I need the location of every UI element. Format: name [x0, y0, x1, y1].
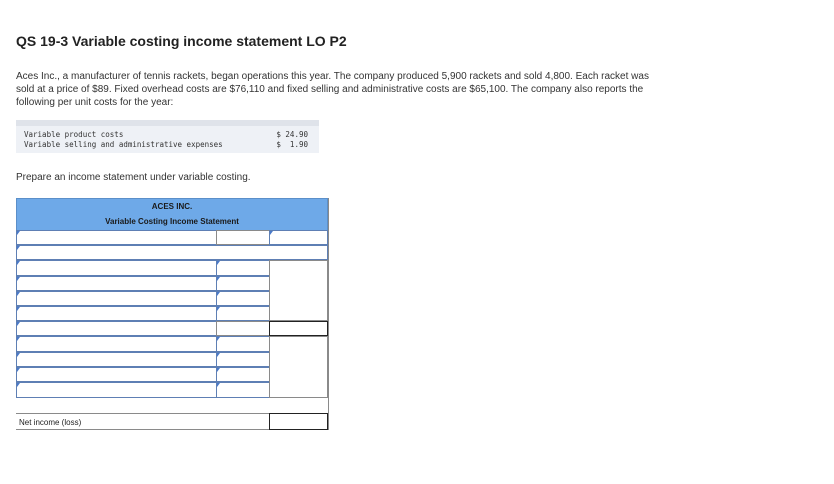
amount-input[interactable] [216, 336, 270, 352]
company-name: ACES INC. [151, 202, 193, 211]
total-column-cell [269, 260, 328, 321]
amount-input[interactable] [216, 276, 270, 291]
amount-input[interactable] [216, 382, 270, 398]
line-item-label-input[interactable] [16, 321, 217, 336]
line-item-label-input[interactable] [16, 276, 217, 291]
question-title: QS 19-3 Variable costing income statement LO P2 [16, 33, 347, 49]
unit-costs-table [16, 120, 319, 153]
net-income-input[interactable] [269, 413, 328, 430]
amount-input[interactable] [216, 367, 270, 382]
statement-heading: Variable Costing Income Statement [105, 217, 239, 226]
statement-header [16, 198, 328, 231]
amount-cell [216, 230, 270, 245]
unit-cost-label: Variable product costs [24, 130, 124, 139]
amount-cell [216, 321, 270, 336]
instruction-text: Prepare an income statement under variable costing. [16, 172, 251, 183]
total-amount-input[interactable] [269, 230, 328, 245]
line-item-label-input[interactable] [16, 336, 217, 352]
line-item-label-input[interactable] [16, 245, 328, 260]
unit-cost-row-product [24, 130, 314, 140]
amount-input[interactable] [216, 352, 270, 367]
unit-cost-label: Variable selling and administrative expenses [24, 140, 223, 149]
income-statement-table [16, 198, 329, 430]
line-item-label-input[interactable] [16, 230, 217, 245]
unit-cost-row-selling [24, 140, 314, 150]
amount-input[interactable] [216, 291, 270, 306]
unit-cost-value: $ 24.90 [276, 130, 308, 139]
line-item-label-input[interactable] [16, 367, 217, 382]
line-item-label-input[interactable] [16, 382, 217, 398]
amount-input[interactable] [216, 260, 270, 276]
total-column-cell [269, 336, 328, 398]
line-item-label-input[interactable] [16, 291, 217, 306]
line-item-label-input[interactable] [16, 260, 217, 276]
net-income-label: Net income (loss) [19, 418, 82, 427]
line-item-label-input[interactable] [16, 306, 217, 321]
line-item-label-input[interactable] [16, 352, 217, 367]
amount-input[interactable] [216, 306, 270, 321]
question-description: Aces Inc., a manufacturer of tennis rackets, began operations this year. The company produced 5,900 rackets and sold 4,800. Each racket was sold at a price of $89. Fixed overhead costs are $76,110 and fixed selling and administrative costs are $65,100. The company also reports the following per unit costs for the year: [16, 71, 649, 108]
unit-cost-value: $ 1.90 [276, 140, 308, 149]
total-amount-input[interactable] [269, 321, 328, 336]
